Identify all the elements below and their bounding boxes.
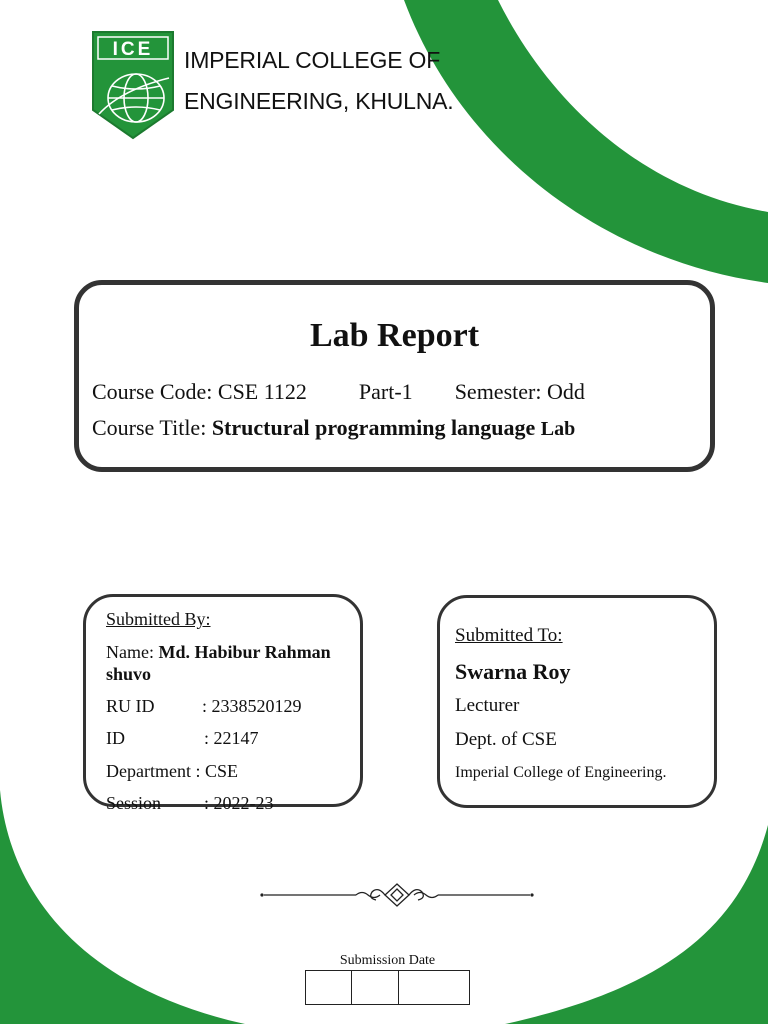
report-title: Lab Report (309, 317, 480, 354)
course-title-label: Course Title: (92, 415, 207, 440)
teacher-department: Dept. of CSE (455, 729, 557, 750)
top-right-arc (404, 0, 768, 283)
name-label: Name: (106, 642, 154, 662)
date-year-box[interactable] (399, 971, 469, 1004)
course-title-value: Structural programming language (211, 415, 536, 440)
date-month-box[interactable] (352, 971, 399, 1004)
date-day-box[interactable] (306, 971, 352, 1004)
college-name-line2: ENGINEERING, KHULNA. (184, 88, 454, 114)
semester-value: Odd (546, 379, 585, 404)
bottom-right-curve (505, 825, 768, 1024)
submitted-to-heading: Submitted To: (455, 625, 563, 646)
department-label: Department (106, 761, 191, 781)
ru-id-row (106, 696, 302, 717)
course-title-line (92, 415, 575, 441)
teacher-institution: Imperial College of Engineering. (455, 764, 667, 781)
student-name: Md. Habibur Rahman shuvo (106, 642, 331, 684)
ornament-divider (258, 882, 536, 908)
teacher-name: Swarna Roy (455, 659, 571, 684)
id-value: : 22147 (204, 728, 259, 748)
logo-text: ICE (112, 39, 154, 60)
id-label: ID (106, 728, 125, 748)
session-row (106, 793, 274, 814)
id-row (106, 728, 259, 749)
college-name (184, 40, 454, 122)
submitted-to-box (437, 595, 717, 808)
submission-date-boxes (305, 970, 470, 1005)
department-row (106, 761, 238, 782)
submitted-by-box (83, 594, 363, 813)
course-title-suffix: Lab (540, 418, 576, 440)
student-name-row (106, 641, 356, 685)
session-value: : 2022-23 (204, 793, 274, 813)
college-logo (91, 30, 175, 140)
teacher-designation: Lecturer (455, 695, 520, 716)
semester-label: Semester: (454, 379, 542, 404)
course-code-line (92, 379, 585, 405)
part-value: Part-1 (358, 379, 413, 404)
ru-id-label: RU ID (106, 696, 155, 716)
course-code-label: Course Code: (92, 379, 213, 404)
submission-date-label: Submission Date (339, 953, 436, 968)
submitted-by-heading: Submitted By: (106, 609, 211, 629)
ru-id-value: : 2338520129 (202, 696, 302, 716)
bottom-left-curve (0, 790, 245, 1024)
report-info-box (74, 280, 715, 472)
course-code-value: CSE 1122 (217, 379, 307, 404)
department-value: : CSE (195, 761, 238, 781)
college-name-line1: IMPERIAL COLLEGE OF (184, 47, 441, 73)
session-label: Session (106, 793, 162, 813)
